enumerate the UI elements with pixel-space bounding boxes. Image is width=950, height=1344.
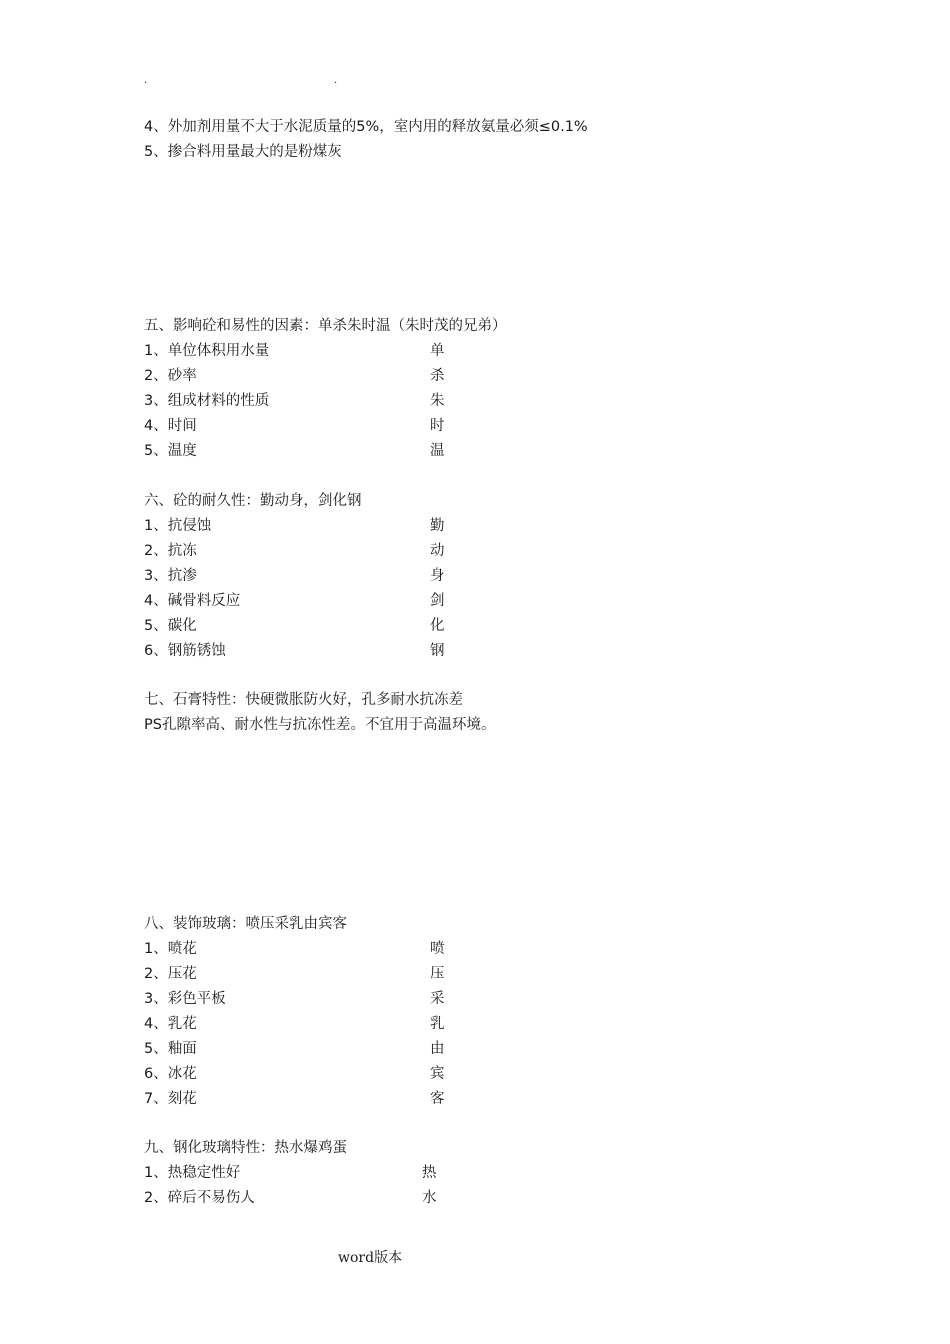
list-item: 6、钢筋锈蚀: [144, 643, 226, 659]
list-item: 4、乳花: [144, 1016, 197, 1032]
sec9-title: 九、钢化玻璃特性：热水爆鸡蛋: [144, 1140, 347, 1156]
sec6-title: 六、砼的耐久性：勤动身，剑化钢: [144, 493, 362, 509]
list-item: 6、冰花: [144, 1066, 197, 1082]
mnemonic-char: 客: [430, 1091, 445, 1107]
list-item: 1、单位体积用水量: [144, 343, 270, 359]
list-item: 1、热稳定性好: [144, 1165, 241, 1181]
mnemonic-char: 宾: [430, 1066, 445, 1082]
list-item: 3、组成材料的性质: [144, 393, 270, 409]
list-item: 7、刻花: [144, 1091, 197, 1107]
list-item: 4、时间: [144, 418, 197, 434]
mnemonic-char: 身: [430, 568, 445, 584]
sec7-note: PS孔隙率高、耐水性与抗冻性差。不宜用于高温环境。: [144, 717, 496, 733]
mnemonic-char: 杀: [430, 368, 445, 384]
list-item: 1、抗侵蚀: [144, 518, 212, 534]
list-item: 3、抗渗: [144, 568, 197, 584]
mnemonic-char: 喷: [430, 941, 445, 957]
sec8-title: 八、装饰玻璃：喷压采乳由宾客: [144, 916, 347, 932]
mnemonic-char: 热: [422, 1165, 437, 1181]
list-item: 2、抗冻: [144, 543, 197, 559]
header-dot-right: .: [334, 75, 338, 86]
list-item: 2、砂率: [144, 368, 197, 384]
list-item: 1、喷花: [144, 941, 197, 957]
mnemonic-char: 剑: [430, 593, 445, 609]
mnemonic-char: 乳: [430, 1016, 445, 1032]
mnemonic-char: 温: [430, 443, 445, 459]
list-item: 4、碱骨料反应: [144, 593, 241, 609]
page-footer: word版本: [338, 1250, 403, 1266]
mnemonic-char: 压: [430, 966, 445, 982]
fly-ash-line: 5、掺合料用量最大的是粉煤灰: [144, 144, 342, 160]
list-item: 5、碳化: [144, 618, 197, 634]
mnemonic-char: 勤: [430, 518, 445, 534]
list-item: 2、压花: [144, 966, 197, 982]
list-item: 5、釉面: [144, 1041, 197, 1057]
mnemonic-char: 由: [430, 1041, 445, 1057]
list-item: 2、碎后不易伤人: [144, 1190, 255, 1206]
mnemonic-char: 水: [422, 1190, 437, 1206]
mnemonic-char: 钢: [430, 643, 445, 659]
sec5-title: 五、影响砼和易性的因素：单杀朱时温（朱时茂的兄弟）: [144, 318, 507, 334]
header-dot-left: .: [144, 75, 148, 86]
sec7-title: 七、石膏特性：快硬微胀防火好，孔多耐水抗冻差: [144, 692, 463, 708]
mnemonic-char: 朱: [430, 393, 445, 409]
list-item: 5、温度: [144, 443, 197, 459]
mnemonic-char: 采: [430, 991, 445, 1007]
mnemonic-char: 单: [430, 343, 445, 359]
mnemonic-char: 化: [430, 618, 445, 634]
admixture-line: 4、外加剂用量不大于水泥质量的5%，室内用的释放氨量必须≤0.1%: [144, 119, 588, 135]
mnemonic-char: 时: [430, 418, 445, 434]
list-item: 3、彩色平板: [144, 991, 226, 1007]
mnemonic-char: 动: [430, 543, 445, 559]
